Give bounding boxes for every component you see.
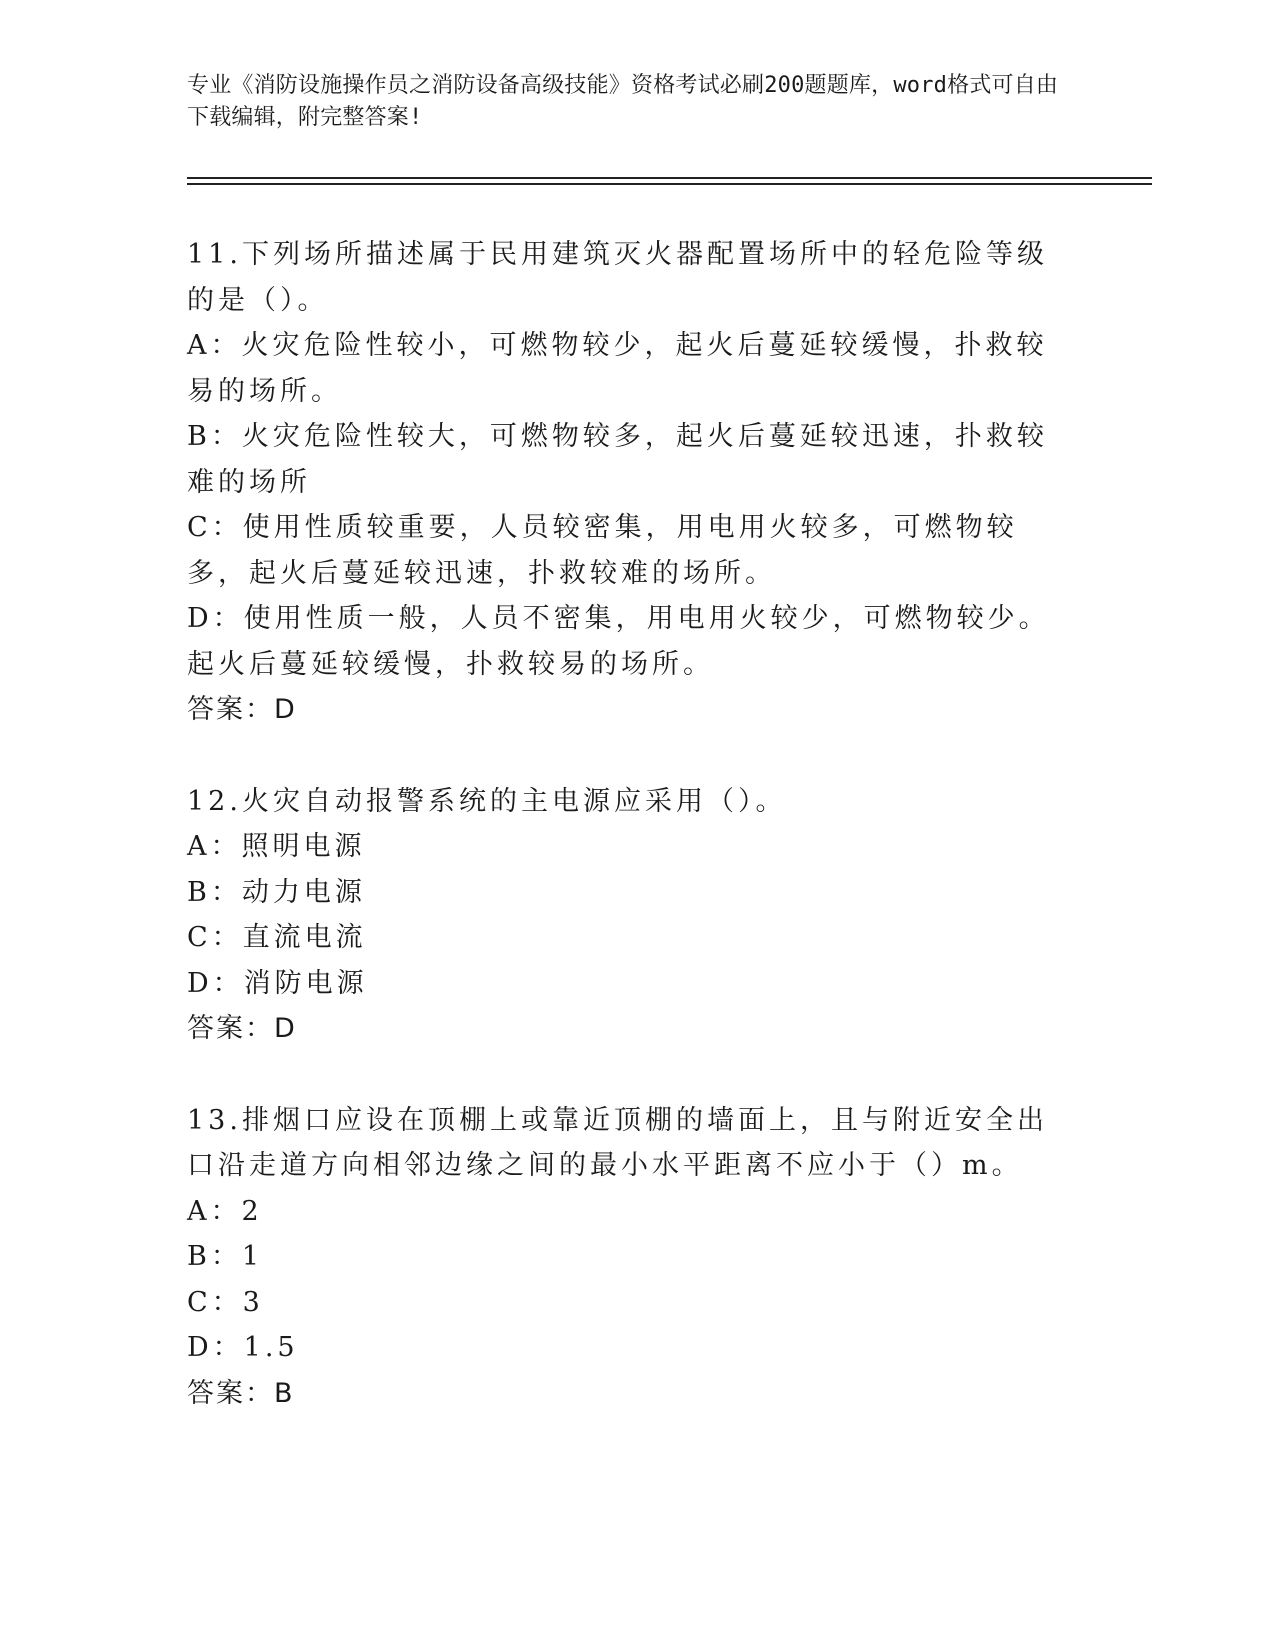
answer-line: 答案：D — [187, 694, 297, 725]
option-b: B：1 — [187, 1241, 264, 1272]
option-a: A：火灾危险性较小，可燃物较少，起火后蔓延较缓慢，扑救较易的场所。 — [187, 330, 1048, 407]
option-c: C：3 — [187, 1286, 264, 1318]
option-c: C：直流电流 — [187, 922, 367, 953]
answer-line: 答案：D — [187, 1013, 297, 1044]
option-b: B：动力电源 — [187, 876, 366, 908]
header-rule-bottom — [187, 183, 1152, 185]
option-d: D：消防电源 — [187, 967, 368, 999]
question-list — [187, 232, 1077, 1416]
question-13 — [187, 1098, 1077, 1417]
question-stem: 12.火灾自动报警系统的主电源应采用（）。 — [187, 785, 787, 817]
answer-line: 答案：B — [187, 1377, 295, 1409]
option-a: A：照明电源 — [187, 831, 366, 862]
option-d: D：1.5 — [187, 1332, 299, 1363]
document-header: 专业《消防设施操作员之消防设备高级技能》资格考试必刷200题题库，word格式可自由下载编辑，附完整答案! — [187, 73, 1059, 130]
question-11 — [187, 232, 1077, 733]
option-d: D：使用性质一般，人员不密集，用电用火较少，可燃物较少。起火后蔓延较缓慢，扑救较易的场所。 — [187, 603, 1050, 680]
question-stem: 11.下列场所描述属于民用建筑灭火器配置场所中的轻危险等级的是（）。 — [187, 239, 1048, 316]
option-c: C：使用性质较重要，人员较密集，用电用火较多，可燃物较多，起火后蔓延较迅速，扑救较难的场所。 — [187, 512, 1018, 589]
header-rule-top — [187, 177, 1152, 179]
option-b: B：火灾危险性较大，可燃物较多，起火后蔓延较迅速，扑救较难的场所 — [187, 421, 1048, 498]
question-12 — [187, 779, 1077, 1052]
option-a: A：2 — [187, 1195, 263, 1227]
question-stem: 13.排烟口应设在顶棚上或靠近顶棚的墙面上，且与附近安全出口沿走道方向相邻边缘之间的最小水平距离不应小于（）m。 — [187, 1104, 1048, 1181]
